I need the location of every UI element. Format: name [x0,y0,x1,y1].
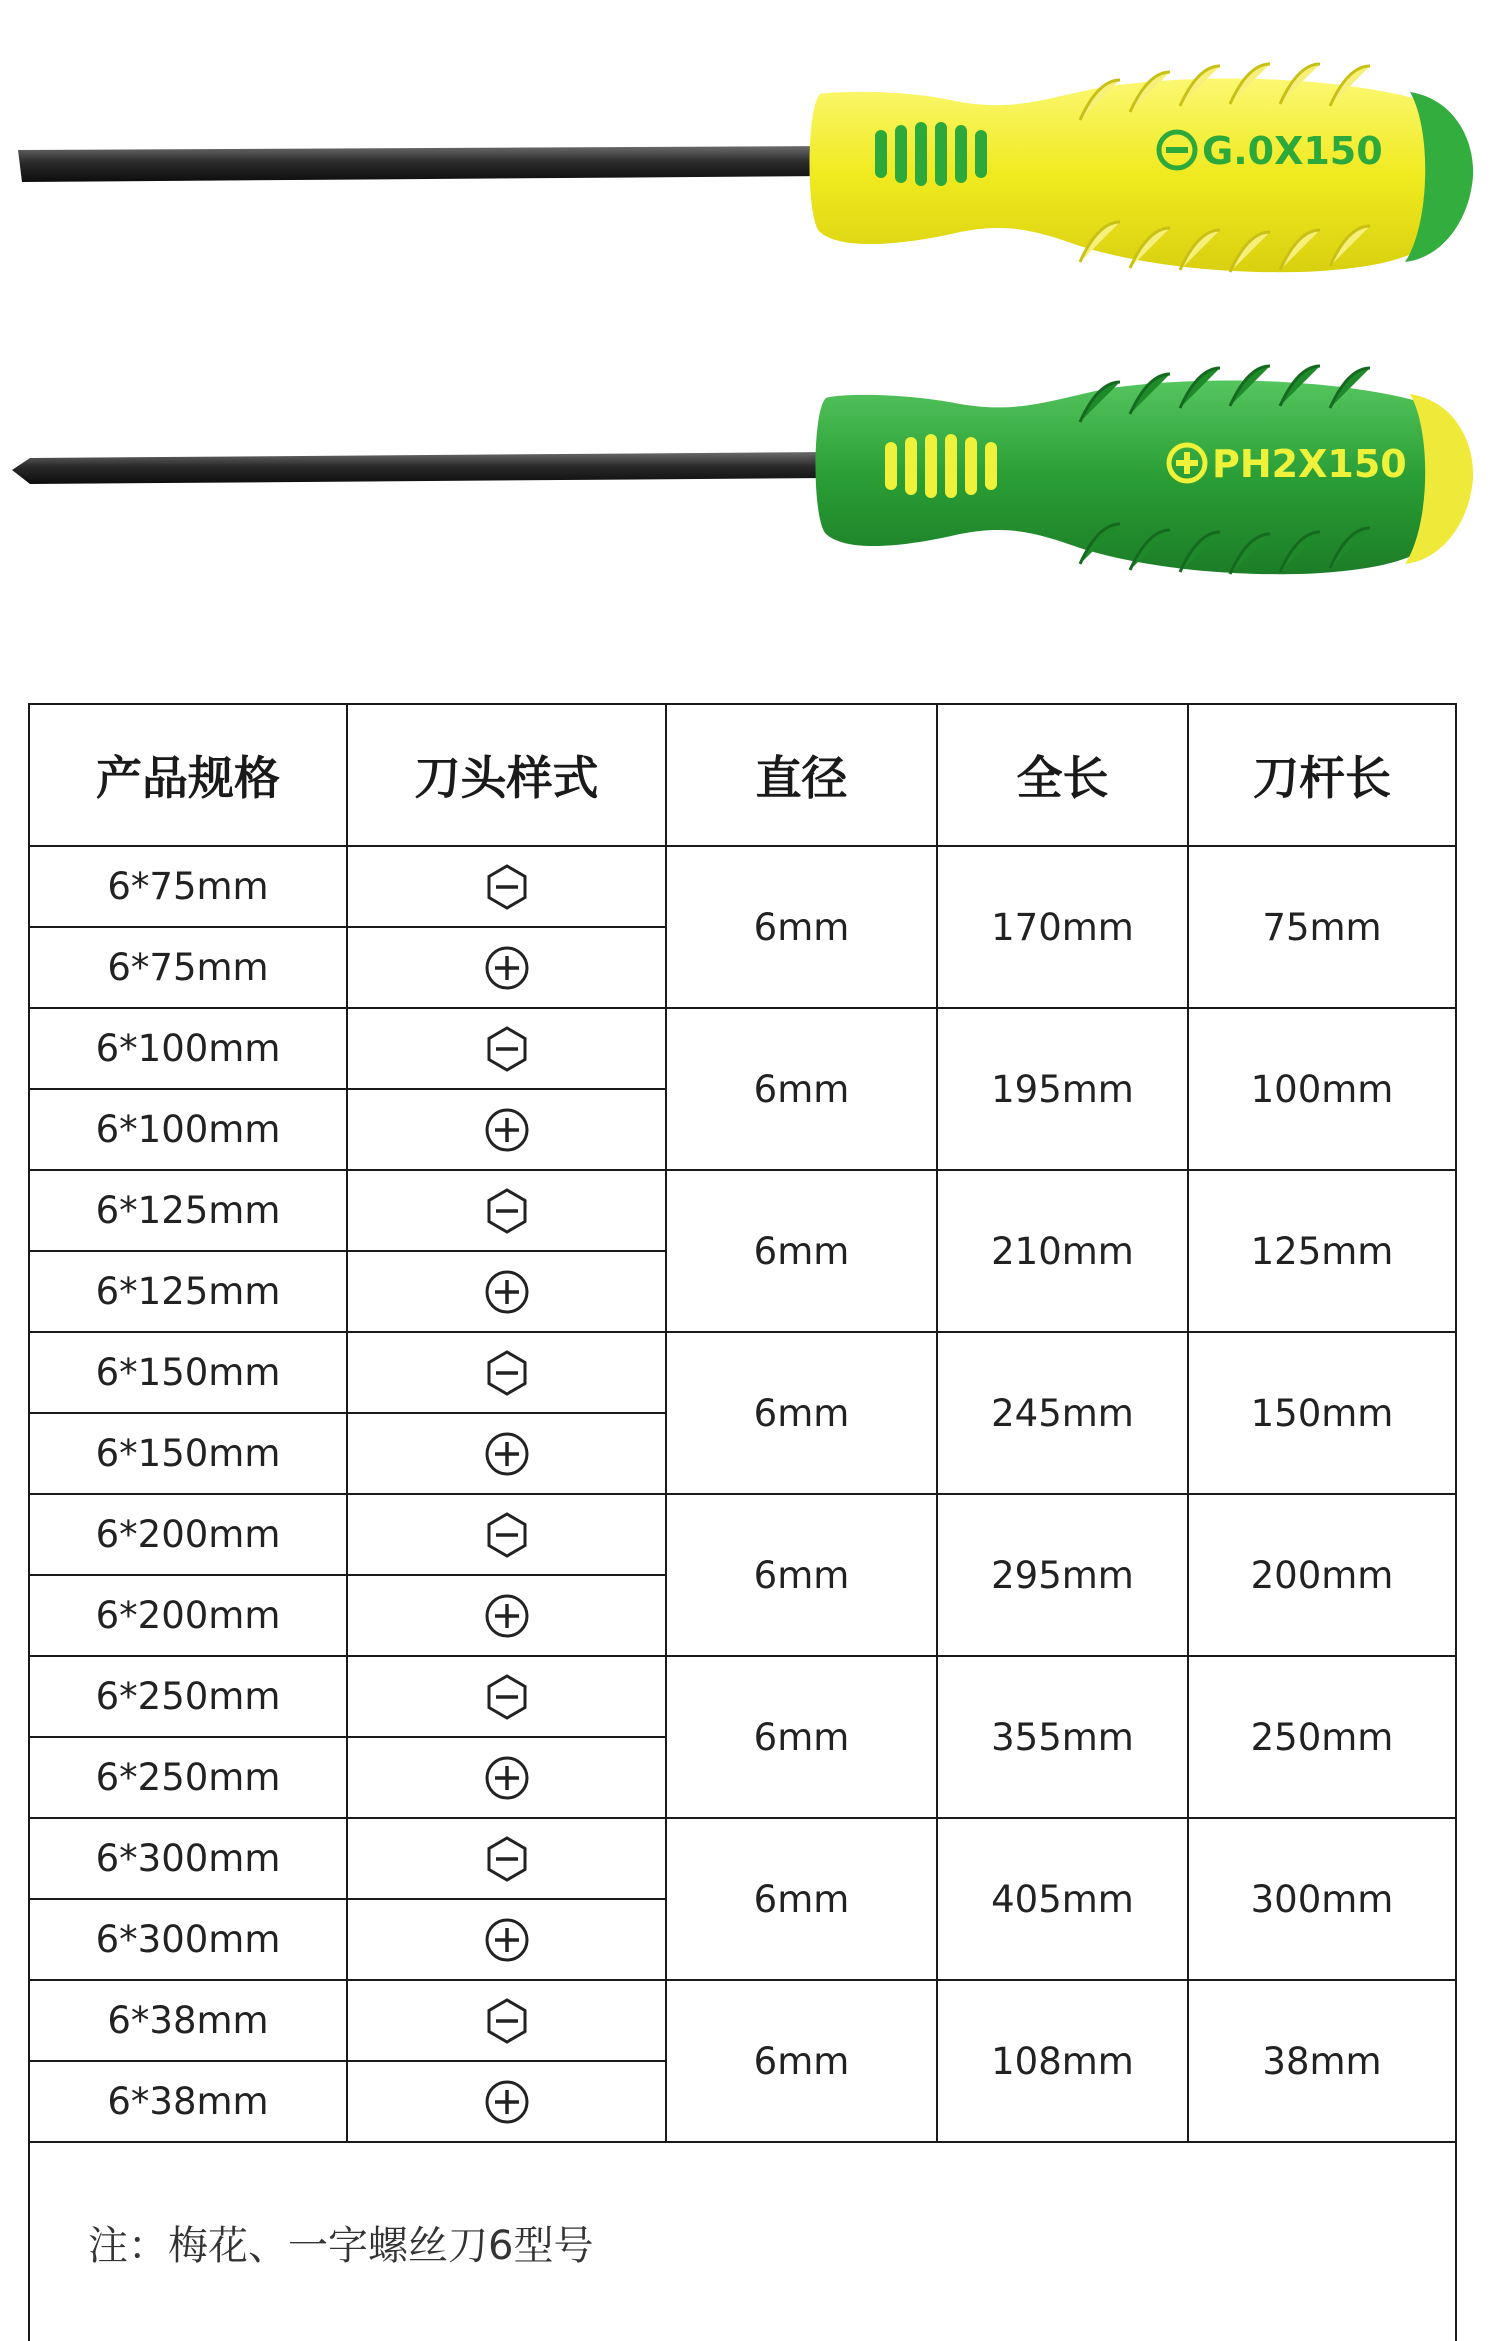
total-length-cell: 245mm [937,1332,1188,1494]
tip-style-cell [347,1899,666,1980]
slotted-tip-icon [483,1187,531,1235]
total-length-cell: 210mm [937,1170,1188,1332]
note-text: 注：梅花、一字螺丝刀6型号 [29,2142,1456,2341]
diameter-cell: 6mm [666,1818,937,1980]
tip-style-cell [347,1413,666,1494]
table-row [29,1008,1456,1089]
header-tip-style: 刀头样式 [347,704,666,846]
table-row [29,1818,1456,1899]
table-row [29,1980,1456,2061]
tip-style-cell [347,1818,666,1899]
phillips-tip-icon [483,1106,531,1154]
spec-cell: 6*75mm [29,846,347,927]
diameter-cell: 6mm [666,1170,937,1332]
tip-style-cell [347,1737,666,1818]
spec-cell: 6*300mm [29,1899,347,1980]
phillips-tip-icon [483,1430,531,1478]
phillips-tip-icon [483,1916,531,1964]
spec-cell: 6*300mm [29,1818,347,1899]
diameter-cell: 6mm [666,1332,937,1494]
phillips-handle-label: PH2X150 [1212,442,1407,486]
spec-cell: 6*250mm [29,1656,347,1737]
spec-cell: 6*250mm [29,1737,347,1818]
header-diameter: 直径 [666,704,937,846]
tip-style-cell [347,846,666,927]
spec-cell: 6*38mm [29,1980,347,2061]
shaft-length-cell: 75mm [1188,846,1456,1008]
shaft-length-cell: 100mm [1188,1008,1456,1170]
tip-style-cell [347,1656,666,1737]
phillips-tip-icon [483,1268,531,1316]
header-total-length: 全长 [937,704,1188,846]
total-length-cell: 355mm [937,1656,1188,1818]
table-row [29,1332,1456,1413]
spec-cell: 6*150mm [29,1413,347,1494]
slotted-handle-label: G.0X150 [1202,129,1383,173]
shaft-length-cell: 250mm [1188,1656,1456,1818]
spec-cell: 6*38mm [29,2061,347,2142]
phillips-tip-icon [483,944,531,992]
slotted-tip-icon [483,1025,531,1073]
diameter-cell: 6mm [666,846,937,1008]
tip-style-cell [347,1332,666,1413]
tip-style-cell [347,1089,666,1170]
table-row [29,1494,1456,1575]
slotted-tip-icon [483,1835,531,1883]
tip-style-cell [347,927,666,1008]
tip-style-cell [347,1251,666,1332]
slotted-screwdriver [18,64,1473,272]
table-row [29,1170,1456,1251]
shaft-length-cell: 150mm [1188,1332,1456,1494]
total-length-cell: 195mm [937,1008,1188,1170]
spec-cell: 6*200mm [29,1494,347,1575]
screwdriver-images [0,0,1500,620]
spec-table [28,703,1457,2341]
tip-style-cell [347,1494,666,1575]
shaft-length-cell: 125mm [1188,1170,1456,1332]
phillips-tip-icon [483,1592,531,1640]
tip-style-cell [347,2061,666,2142]
tip-style-cell [347,1575,666,1656]
shaft-length-cell: 200mm [1188,1494,1456,1656]
slotted-tip-icon [483,1511,531,1559]
spec-cell: 6*200mm [29,1575,347,1656]
table-row [29,1656,1456,1737]
table-row [29,846,1456,927]
diameter-cell: 6mm [666,1656,937,1818]
slotted-tip-icon [483,863,531,911]
diameter-cell: 6mm [666,1494,937,1656]
shaft-length-cell: 300mm [1188,1818,1456,1980]
total-length-cell: 405mm [937,1818,1188,1980]
phillips-screwdriver [12,366,1473,574]
header-shaft-length: 刀杆长 [1188,704,1456,846]
phillips-tip-icon [483,2078,531,2126]
diameter-cell: 6mm [666,1008,937,1170]
slotted-tip-icon [483,1997,531,2045]
tip-style-cell [347,1008,666,1089]
spec-table-body [29,846,1456,2142]
tip-style-cell [347,1980,666,2061]
spec-table-header [29,704,1456,846]
spec-cell: 6*100mm [29,1008,347,1089]
diameter-cell: 6mm [666,1980,937,2142]
note-row [29,2142,1456,2341]
total-length-cell: 295mm [937,1494,1188,1656]
tip-style-cell [347,1170,666,1251]
phillips-tip-icon [483,1754,531,1802]
slotted-tip-icon [483,1673,531,1721]
spec-cell: 6*100mm [29,1089,347,1170]
total-length-cell: 170mm [937,846,1188,1008]
screwdrivers-illustration [0,0,1500,620]
total-length-cell: 108mm [937,1980,1188,2142]
shaft-length-cell: 38mm [1188,1980,1456,2142]
spec-cell: 6*150mm [29,1332,347,1413]
slotted-tip-icon [483,1349,531,1397]
header-spec: 产品规格 [29,704,347,846]
spec-cell: 6*125mm [29,1170,347,1251]
spec-cell: 6*125mm [29,1251,347,1332]
spec-cell: 6*75mm [29,927,347,1008]
